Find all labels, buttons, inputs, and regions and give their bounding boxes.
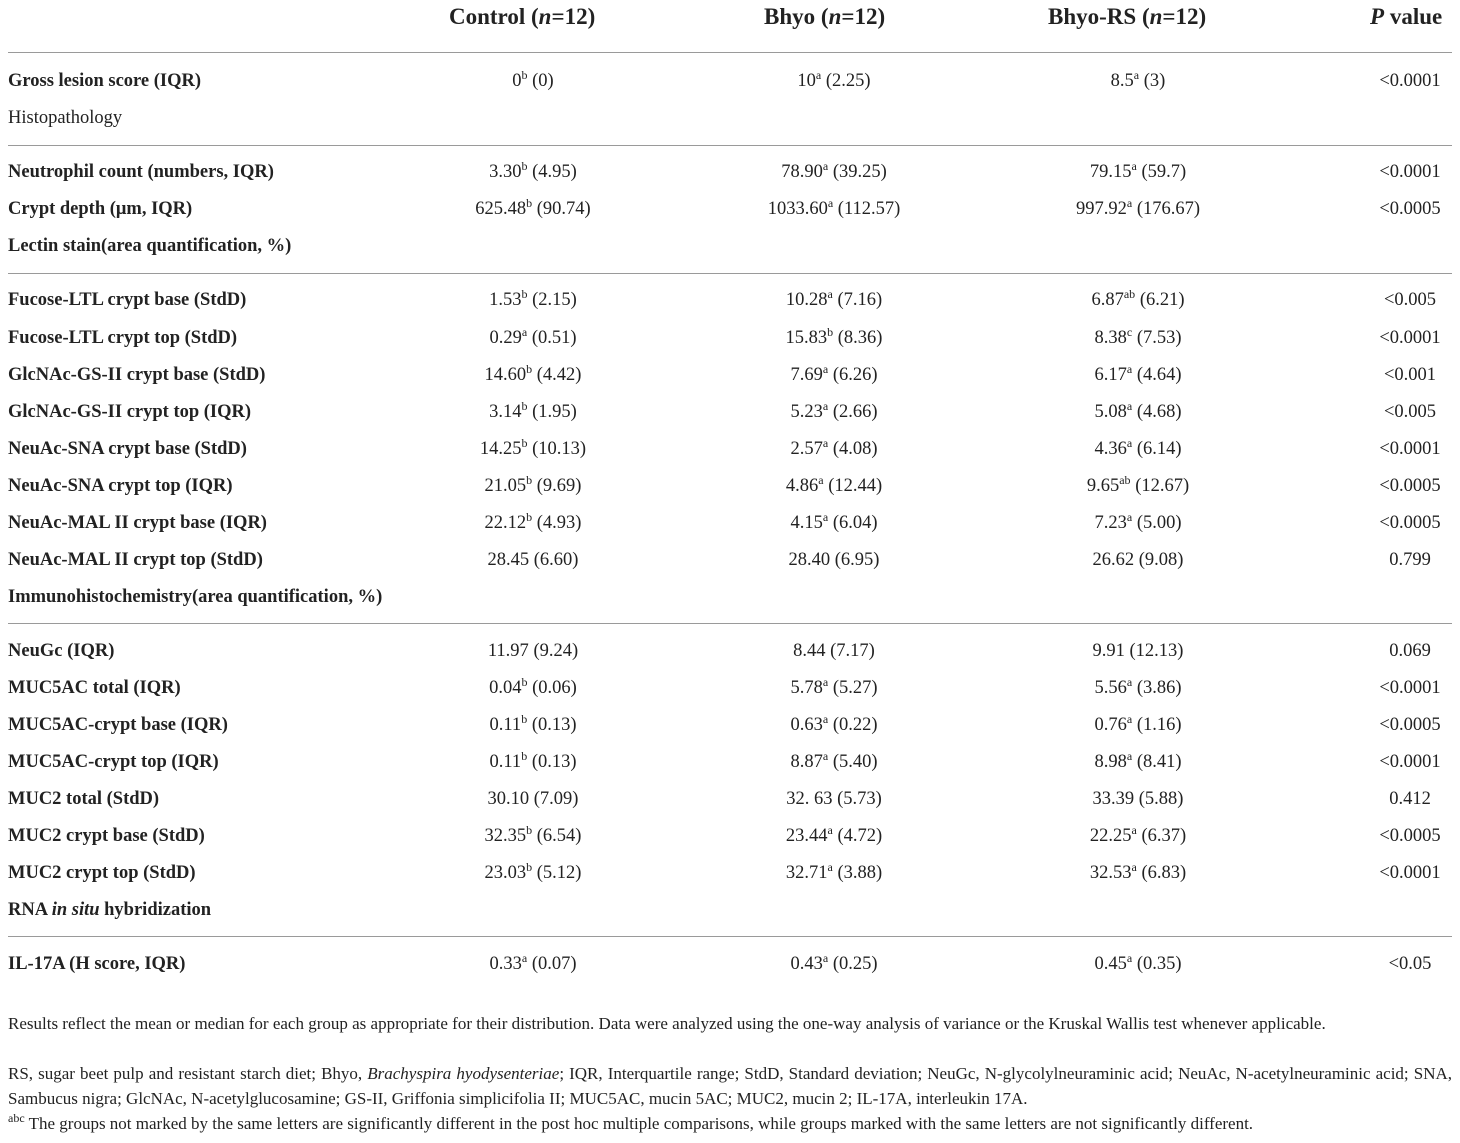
footnote-2: RS, sugar beet pulp and resistant starch diet; Bhyo, Brachyspira hyodysenteriae; IQR, Interquartile range; StdD, Standard deviation; NeuGc, N-glycolylneuraminic acid; NeuAc, N-acetylneuraminic acid; SNA, Sambucus nigra; GlcNAc, N-acetylglucosamine; GS-II, Griffonia simplicifolia II; MUC5AC, mucin 5AC; MUC2, mucin 2; IL-17A, interleukin 17A. — [8, 1064, 1452, 1108]
table-header — [8, 0, 1452, 40]
row-label: GlcNAc-GS-II crypt base (StdD) — [8, 365, 266, 385]
cell-p-value: 0.412 — [1389, 789, 1431, 809]
cell-control: 0$^b$ (0) — [512, 68, 554, 91]
cell-control: 625.48$^b$ (90.74) — [475, 196, 591, 219]
cell-control: 30.10 (7.09) — [487, 789, 579, 809]
cell-p-value: 0.069 — [1389, 641, 1431, 661]
cell-bhyo-rs: 6.17$^a$ (4.64) — [1094, 362, 1182, 385]
cell-bhyo: 5.78$^a$ (5.27) — [790, 675, 878, 698]
cell-bhyo-rs: 997.92$^a$ (176.67) — [1075, 196, 1201, 219]
header-control: Control (n=12) — [449, 4, 596, 29]
cell-bhyo-rs: 9.65$^{ab}$ (12.67) — [1086, 473, 1190, 496]
row-label: MUC2 crypt base (StdD) — [8, 826, 205, 846]
table-row — [8, 65, 1452, 102]
row-label: Neutrophil count (numbers, IQR) — [8, 162, 274, 182]
table-row — [8, 635, 1452, 672]
cell-bhyo: 32.71$^a$ (3.88) — [785, 860, 883, 883]
cell-bhyo: 32. 63 (5.73) — [786, 789, 882, 809]
cell-p-value: <0.001 — [1383, 365, 1437, 385]
cell-control: 3.30$^b$ (4.95) — [489, 159, 577, 182]
cell-bhyo: 1033.60$^a$ (112.57) — [767, 196, 901, 219]
cell-control: 21.05$^b$ (9.69) — [484, 473, 582, 496]
cell-p-value: <0.0001 — [1379, 678, 1441, 698]
cell-bhyo-rs: 0.45$^a$ (0.35) — [1094, 951, 1182, 974]
cell-bhyo: 8.44 (7.17) — [793, 641, 875, 661]
cell-control: 11.97 (9.24) — [487, 641, 579, 661]
row-label: MUC2 crypt top (StdD) — [8, 863, 196, 883]
row-label: NeuGc (IQR) — [8, 641, 115, 661]
cell-control: 22.12$^b$ (4.93) — [484, 510, 582, 533]
table-row — [8, 709, 1452, 746]
cell-p-value: <0.0001 — [1379, 863, 1441, 883]
header-rule — [8, 52, 1452, 53]
section-heading: Immunohistochemistry(area quantification, %) — [8, 587, 383, 607]
header-bhyo-rs: Bhyo-RS (n=12) — [1048, 4, 1207, 29]
cell-p-value: <0.05 — [1388, 954, 1432, 974]
row-label: Crypt depth (μm, IQR) — [8, 199, 193, 219]
cell-bhyo: 0.43$^a$ (0.25) — [790, 951, 878, 974]
cell-bhyo: 4.86$^a$ (12.44) — [785, 473, 883, 496]
cell-p-value: <0.0001 — [1379, 328, 1441, 348]
cell-bhyo-rs: 4.36$^a$ (6.14) — [1094, 436, 1182, 459]
row-label: IL-17A (H score, IQR) — [8, 954, 186, 974]
cell-p-value: <0.0001 — [1379, 752, 1441, 772]
cell-bhyo-rs: 8.5$^a$ (3) — [1110, 68, 1166, 91]
cell-bhyo-rs: 8.98$^a$ (8.41) — [1094, 749, 1182, 772]
cell-p-value: <0.0001 — [1379, 162, 1441, 182]
cell-control: 0.11$^b$ (0.13) — [489, 749, 577, 772]
table-row — [8, 470, 1452, 507]
cell-bhyo-rs: 26.62 (9.08) — [1092, 550, 1184, 570]
cell-bhyo: 4.15$^a$ (6.04) — [790, 510, 878, 533]
section-rule — [8, 936, 1452, 937]
cell-p-value: <0.005 — [1383, 402, 1437, 422]
row-label: NeuAc-MAL II crypt top (StdD) — [8, 550, 263, 570]
row-label: Fucose-LTL crypt top (StdD) — [8, 328, 238, 348]
table-row — [8, 783, 1452, 820]
table-row — [8, 359, 1452, 396]
cell-bhyo: 0.63$^a$ (0.22) — [790, 712, 878, 735]
cell-bhyo-rs: 7.23$^a$ (5.00) — [1094, 510, 1182, 533]
table-row — [8, 322, 1452, 359]
table-row — [8, 948, 1452, 985]
cell-p-value: <0.0001 — [1379, 439, 1441, 459]
cell-bhyo: 7.69$^a$ (6.26) — [790, 362, 878, 385]
cell-control: 14.60$^b$ (4.42) — [484, 362, 582, 385]
cell-bhyo: 5.23$^a$ (2.66) — [790, 399, 878, 422]
footnote-3: $^{abc}$ The groups not marked by the same letters are significantly different in the post hoc multiple comparisons, while groups marked with the same letters are not significantly different. — [8, 1111, 1254, 1133]
section-heading: Histopathology — [8, 108, 123, 128]
cell-p-value: <0.0005 — [1379, 513, 1441, 533]
cell-bhyo-rs: 9.91 (12.13) — [1092, 641, 1184, 661]
cell-bhyo-rs: 33.39 (5.88) — [1092, 789, 1184, 809]
table-row — [8, 396, 1452, 433]
cell-bhyo-rs: 22.25$^a$ (6.37) — [1089, 823, 1187, 846]
table-row — [8, 544, 1452, 581]
cell-bhyo-rs: 79.15$^a$ (59.7) — [1089, 159, 1187, 182]
row-label: MUC5AC total (IQR) — [8, 678, 181, 698]
row-label: GlcNAc-GS-II crypt top (IQR) — [8, 402, 252, 422]
cell-control: 14.25$^b$ (10.13) — [479, 436, 587, 459]
cell-bhyo: 15.83$^b$ (8.36) — [785, 325, 883, 348]
cell-p-value: 0.799 — [1389, 550, 1431, 570]
table-row — [8, 820, 1452, 857]
table-row — [8, 672, 1452, 709]
row-label: MUC5AC-crypt top (IQR) — [8, 752, 219, 772]
cell-control: 3.14$^b$ (1.95) — [489, 399, 577, 422]
cell-control: 1.53$^b$ (2.15) — [489, 287, 577, 310]
cell-bhyo: 78.90$^a$ (39.25) — [781, 159, 887, 182]
section-heading-row — [8, 102, 1452, 139]
table-row — [8, 507, 1452, 544]
cell-p-value: <0.0005 — [1379, 826, 1441, 846]
section-rule — [8, 145, 1452, 146]
section-heading: RNA in situ hybridization — [8, 900, 212, 920]
cell-bhyo: 23.44$^a$ (4.72) — [785, 823, 883, 846]
cell-control: 32.35$^b$ (6.54) — [484, 823, 582, 846]
cell-bhyo: 2.57$^a$ (4.08) — [790, 436, 878, 459]
cell-control: 28.45 (6.60) — [487, 550, 579, 570]
table-row — [8, 433, 1452, 470]
cell-p-value: <0.005 — [1383, 290, 1437, 310]
section-heading: Lectin stain(area quantification, %) — [8, 236, 292, 256]
cell-bhyo-rs: 8.38$^c$ (7.53) — [1094, 325, 1182, 348]
cell-control: 23.03$^b$ (5.12) — [484, 860, 582, 883]
cell-control: 0.11$^b$ (0.13) — [489, 712, 577, 735]
cell-control: 0.29$^a$ (0.51) — [489, 325, 577, 348]
cell-bhyo-rs: 6.87$^{ab}$ (6.21) — [1091, 287, 1185, 310]
cell-p-value: <0.0005 — [1379, 715, 1441, 735]
cell-bhyo-rs: 0.76$^a$ (1.16) — [1094, 712, 1182, 735]
row-label: Gross lesion score (IQR) — [8, 71, 202, 91]
cell-p-value: <0.0005 — [1379, 476, 1441, 496]
row-label: NeuAc-SNA crypt base (StdD) — [8, 439, 247, 459]
table-row — [8, 857, 1452, 894]
table-row — [8, 193, 1452, 230]
table-row — [8, 746, 1452, 783]
cell-p-value: <0.0001 — [1379, 71, 1441, 91]
header-p-value: P value — [1370, 4, 1443, 29]
cell-control: 0.33$^a$ (0.07) — [489, 951, 577, 974]
row-label: MUC5AC-crypt base (IQR) — [8, 715, 228, 735]
section-heading-row — [8, 894, 1452, 931]
table-row — [8, 284, 1452, 321]
section-heading-row — [8, 581, 1452, 618]
cell-control: 0.04$^b$ (0.06) — [489, 675, 577, 698]
section-heading-row — [8, 230, 1452, 267]
cell-bhyo: 28.40 (6.95) — [788, 550, 880, 570]
row-label: NeuAc-MAL II crypt base (IQR) — [8, 513, 267, 533]
cell-bhyo-rs: 32.53$^a$ (6.83) — [1089, 860, 1187, 883]
cell-bhyo: 10.28$^a$ (7.16) — [785, 287, 883, 310]
cell-p-value: <0.0005 — [1379, 199, 1441, 219]
cell-bhyo: 10$^a$ (2.25) — [797, 68, 871, 91]
row-label: Fucose-LTL crypt base (StdD) — [8, 290, 247, 310]
row-label: MUC2 total (StdD) — [8, 789, 160, 809]
table-row — [8, 156, 1452, 193]
footnote-1: Results reflect the mean or median for each group as appropriate for their distribution. Data were analyzed using the one-way analysis of variance or the Kruskal Wallis test whenever applicable. — [8, 1014, 1326, 1033]
cell-bhyo-rs: 5.08$^a$ (4.68) — [1094, 399, 1182, 422]
header-bhyo: Bhyo (n=12) — [764, 4, 886, 29]
section-rule — [8, 623, 1452, 624]
row-label: NeuAc-SNA crypt top (IQR) — [8, 476, 233, 496]
cell-bhyo: 8.87$^a$ (5.40) — [790, 749, 878, 772]
cell-bhyo-rs: 5.56$^a$ (3.86) — [1094, 675, 1182, 698]
section-rule — [8, 273, 1452, 274]
